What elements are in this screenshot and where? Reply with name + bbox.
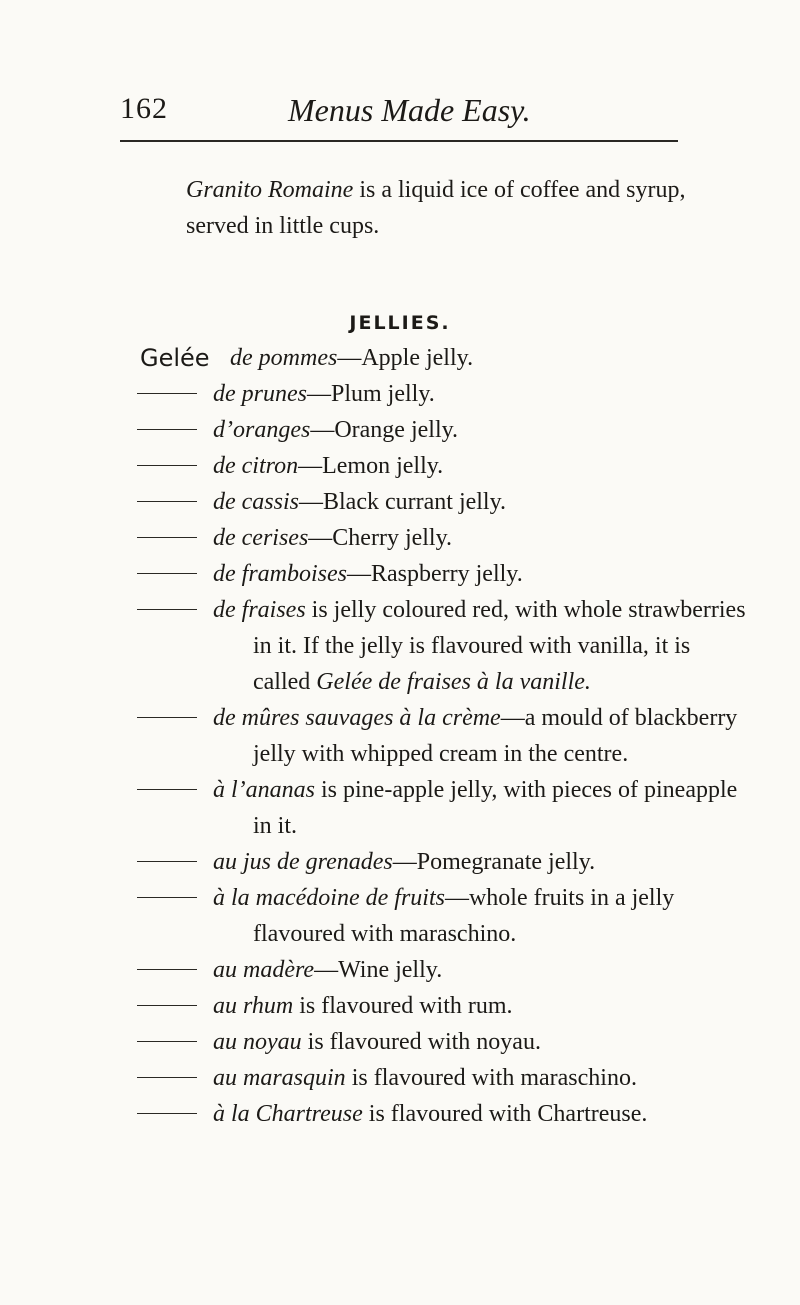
entry-text: is flavoured with rum.: [293, 993, 513, 1019]
entry-french: à l’ananas: [213, 777, 315, 803]
entry-lead-word: Gelée: [140, 344, 210, 372]
entry-text: is flavoured with noyau.: [301, 1029, 541, 1055]
entry-french: de fraises: [213, 597, 306, 623]
entry-french: de prunes: [213, 381, 307, 407]
page-header: [120, 92, 680, 134]
ditto-dash: [137, 1113, 197, 1114]
ditto-dash: [137, 393, 197, 394]
entry-french: à la macédoine de fruits: [213, 885, 445, 911]
ditto-dash: [137, 1041, 197, 1042]
list-item: [0, 340, 800, 376]
entry-text: —Pomegranate jelly.: [392, 849, 596, 875]
list-item: [0, 844, 800, 880]
entry-text: —a mould of blackberry jelly with whipped cream in the centre.: [253, 705, 738, 767]
entry-text: —Plum jelly.: [306, 381, 435, 407]
list-item: [0, 412, 800, 448]
jelly-list: [0, 340, 800, 1132]
list-item: [0, 484, 800, 520]
entry-text: —Apple jelly.: [337, 345, 474, 371]
ditto-dash: [137, 789, 197, 790]
page-number: 162: [120, 92, 168, 125]
entry-french: de cerises: [213, 525, 309, 551]
entry-french: au madère: [213, 957, 315, 983]
list-item: [0, 1024, 800, 1060]
header-rule: [120, 140, 678, 142]
list-item: [0, 700, 800, 772]
entry-french: au jus de grenades: [213, 849, 393, 875]
list-item: [0, 988, 800, 1024]
entry-french: de pommes: [230, 345, 338, 371]
ditto-dash: [137, 573, 197, 574]
entry-french: de framboises: [213, 561, 347, 587]
entry-french: à la Chartreuse: [213, 1101, 363, 1127]
list-item: [0, 556, 800, 592]
entry-text: is flavoured with maraschino.: [345, 1065, 637, 1091]
ditto-dash: [137, 429, 197, 430]
entry-french: au noyau: [213, 1029, 302, 1055]
list-item: [0, 880, 800, 952]
entry-text: —Wine jelly.: [314, 957, 443, 983]
entry-text: —Raspberry jelly.: [347, 561, 523, 587]
ditto-dash: [137, 609, 197, 610]
list-item: [0, 520, 800, 556]
list-item: [0, 952, 800, 988]
ditto-dash: [137, 537, 197, 538]
list-item: [0, 1096, 800, 1132]
ditto-dash: [137, 501, 197, 502]
entry-french: au rhum: [213, 993, 294, 1019]
entry-french: de citron: [213, 453, 299, 479]
ditto-dash: [137, 861, 197, 862]
intro-lead: Granito Romaine: [186, 177, 354, 203]
entry-text: is jelly coloured red, with whole strawberries in it. If the jelly is flavoured with vanilla, it is called: [253, 597, 746, 695]
list-item: [0, 592, 800, 700]
list-item: [0, 772, 800, 844]
ditto-dash: [137, 897, 197, 898]
entry-text: —Lemon jelly.: [298, 453, 444, 479]
entry-text: —whole fruits in a jelly flavoured with maraschino.: [253, 885, 675, 947]
ditto-dash: [137, 1005, 197, 1006]
list-item: [0, 1060, 800, 1096]
entry-text: —Orange jelly.: [310, 417, 459, 443]
intro-text: is a liquid ice of coffee and syrup, served in little cups.: [186, 177, 686, 239]
ditto-dash: [137, 465, 197, 466]
entry-french-name: Gelée de fraises à la vanille.: [316, 669, 591, 695]
entry-french: au marasquin: [213, 1065, 346, 1091]
entry-french: de mûres sauvages à la crème: [213, 705, 501, 731]
running-title: Menus Made Easy.: [288, 92, 531, 128]
entry-text: is pine-apple jelly, with pieces of pineapple in it.: [253, 777, 738, 839]
entry-french: de cassis: [213, 489, 299, 515]
section-heading: JELLIES.: [349, 312, 451, 334]
intro-paragraph: [186, 172, 686, 244]
entry-text: —Cherry jelly.: [308, 525, 453, 551]
entry-french: d’oranges: [213, 417, 311, 443]
ditto-dash: [137, 1077, 197, 1078]
entry-text: is flavoured with Chartreuse.: [362, 1101, 648, 1127]
ditto-dash: [137, 969, 197, 970]
list-item: [0, 448, 800, 484]
ditto-dash: [137, 717, 197, 718]
list-item: [0, 376, 800, 412]
entry-text: —Black currant jelly.: [299, 489, 507, 515]
